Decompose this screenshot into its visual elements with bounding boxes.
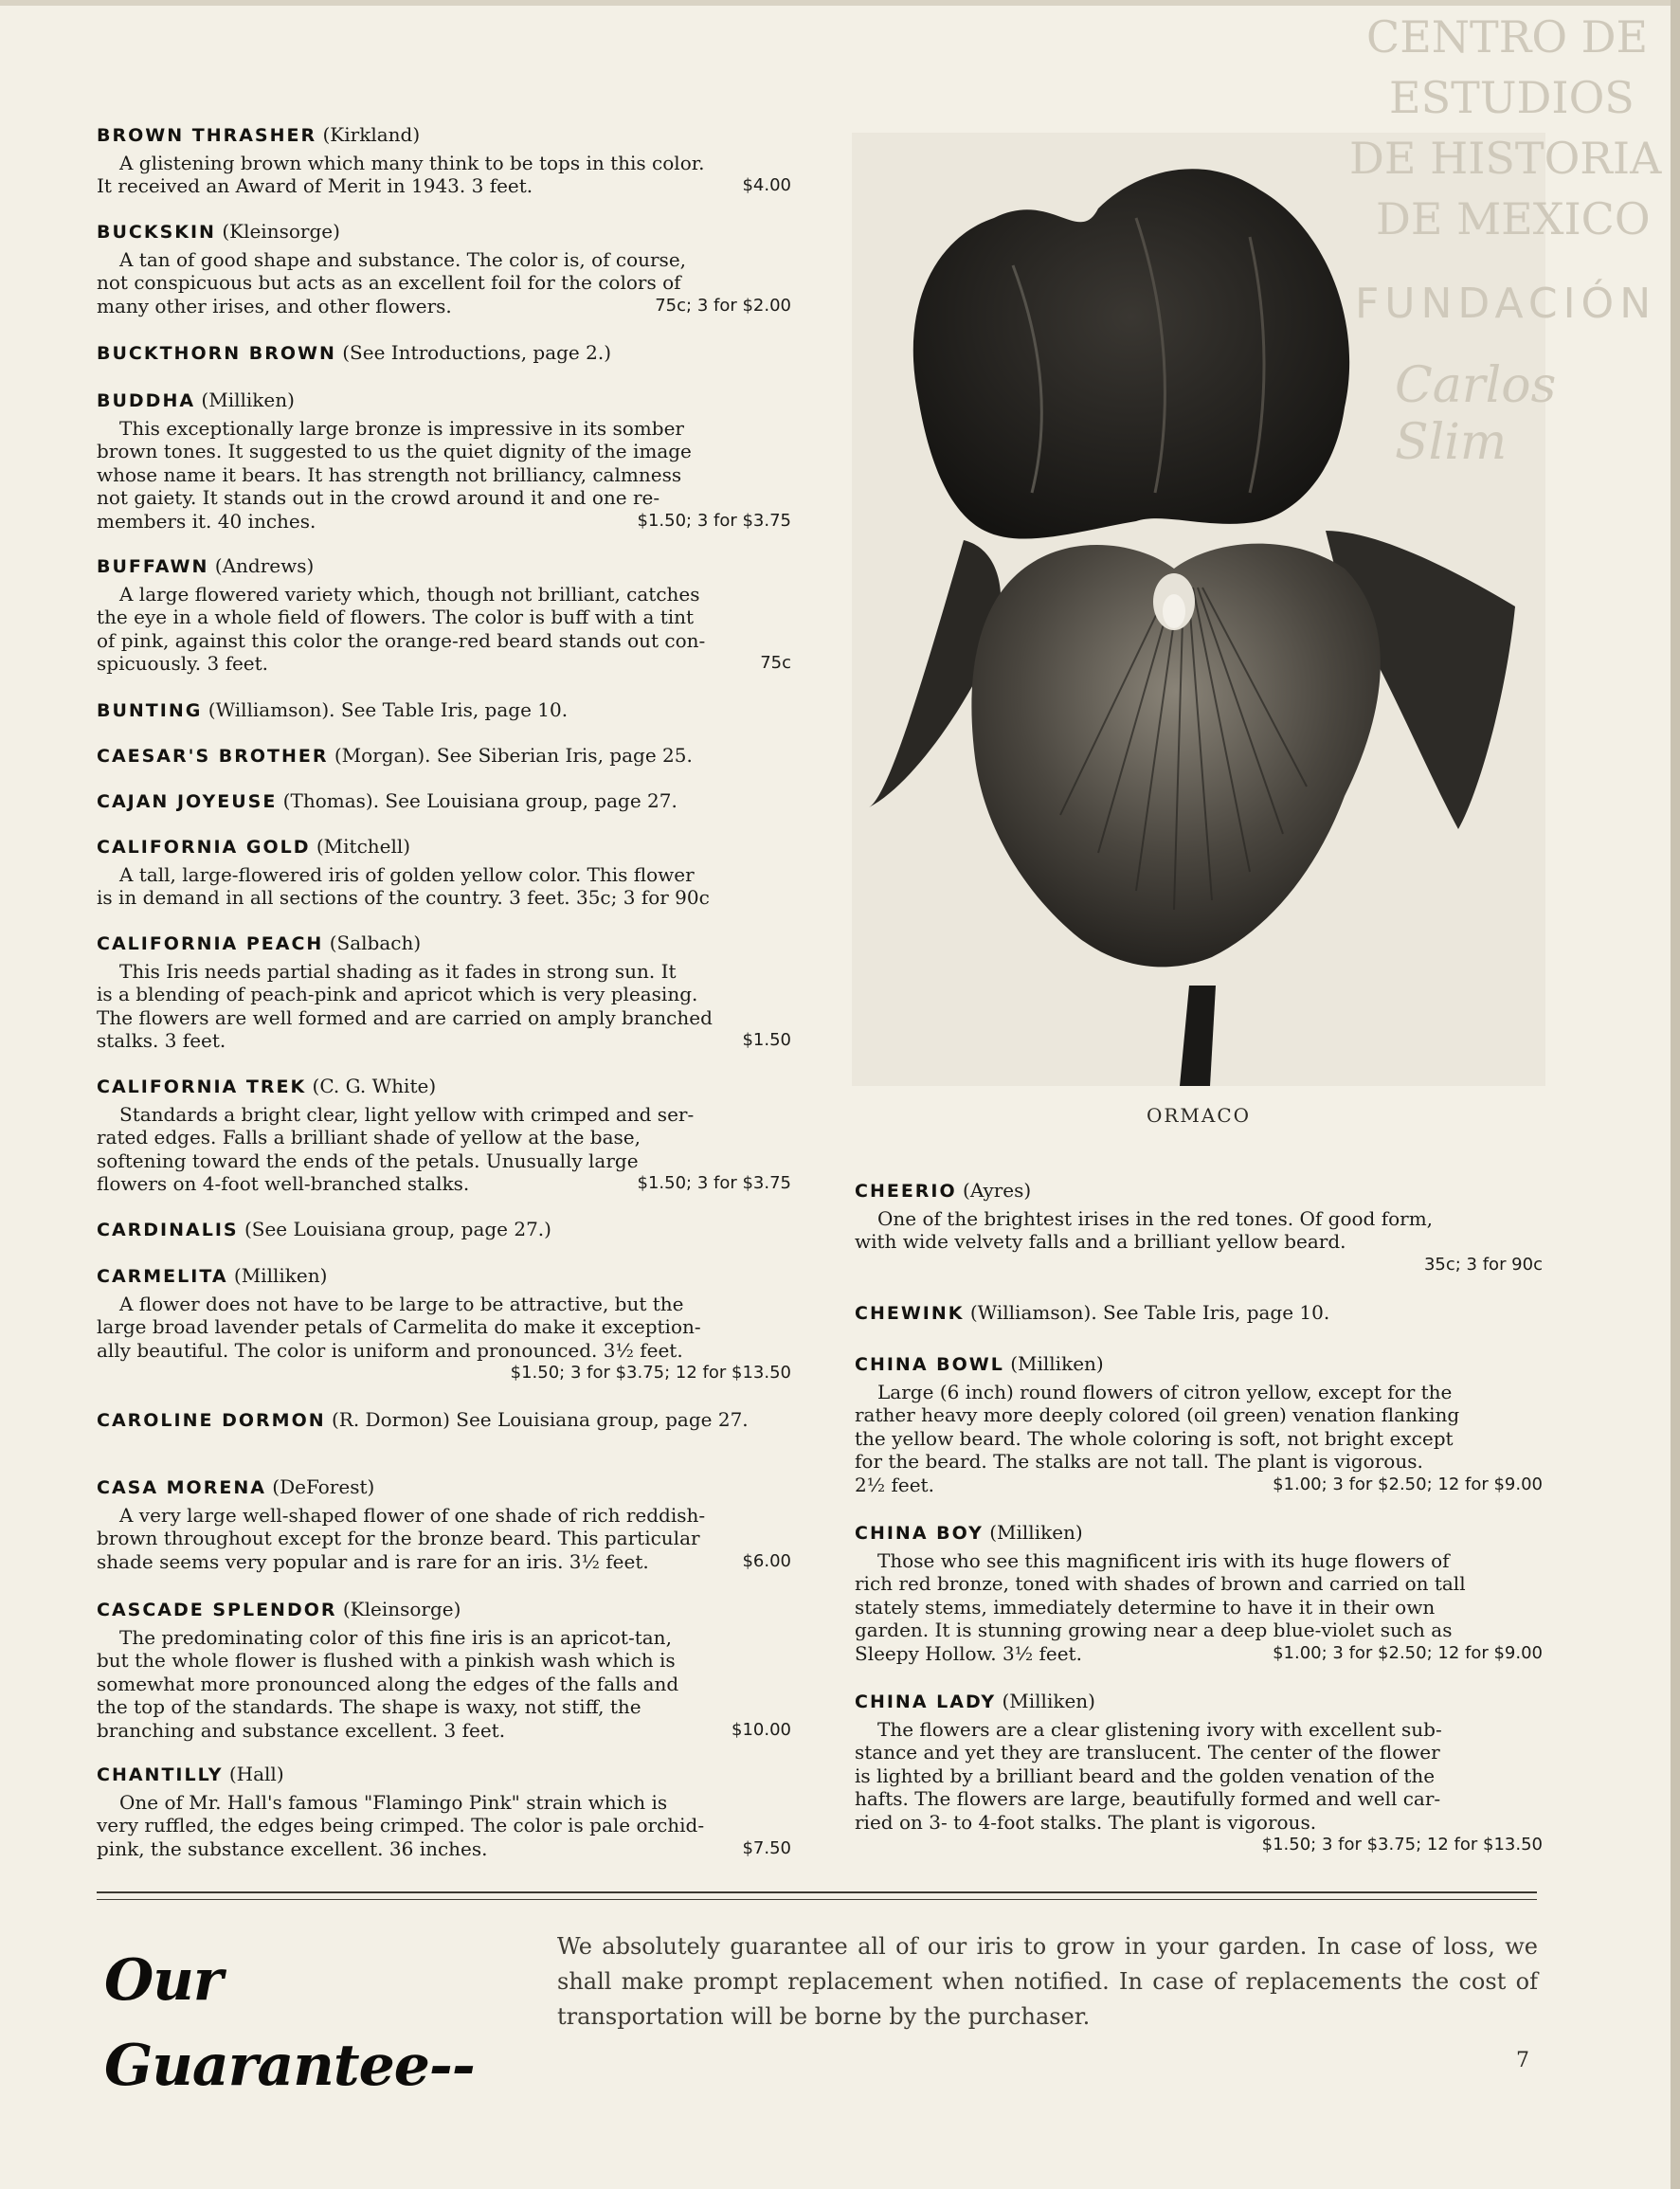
entry-line: flowers on 4-foot well-branched stalks. [97,1172,470,1195]
entry-line: members it. 40 inches. [97,509,316,533]
watermark-line: FUNDACIÓN [1355,280,1657,328]
archive-watermark [1338,5,1680,471]
watermark-line: CENTRO DE [1366,11,1649,63]
entry-line: garden. It is stunning growing near a deep blue-violet such as [855,1619,1453,1641]
catalog-entry [855,1690,1543,1857]
photo-caption: ORMACO [1146,1104,1252,1127]
entry-line: rather heavy more deeply colored (oil green) venation flanking [855,1403,1460,1426]
breeder: (R. Dormon) See Louisiana group, page 27. [331,1408,749,1431]
entry-line: for the beard. The stalks are not tall. The plant is vigorous. [855,1450,1423,1473]
price: $1.50 [742,1030,791,1050]
price: $1.50; 3 for $3.75; 12 for $13.50 [510,1363,791,1383]
entry-line: whose name it bears. It has strength not brilliancy, calmness [97,462,682,486]
divider-rule [97,1899,1537,1900]
catalog-entry [97,1408,791,1437]
price: $4.00 [742,175,791,195]
entry-line: rated edges. Falls a brilliant shade of yellow at the base, [97,1126,641,1149]
breeder: (DeForest) [272,1475,375,1498]
breeder: (Williamson). See Table Iris, page 10. [208,698,569,721]
entry-line: 2½ feet. [855,1473,934,1496]
catalog-entry [97,1264,791,1385]
watermark-signature: Carlos Slim [1395,357,1557,471]
guarantee-text: We absolutely guarantee all of our iris to grow in your garden. In case of loss, we shall make prompt replacement when notified. In case of replacements the cost of transportation will be borne by the purchaser. [557,1933,1538,2030]
variety-name: CHEERIO [855,1181,957,1202]
entry-line: stance and yet they are translucent. The center of the flower [855,1741,1440,1764]
breeder: (Thomas). See Louisiana group, page 27. [282,789,677,812]
entry-line: of pink, against this color the orange-red beard stands out con- [97,628,706,652]
watermark-line: DE MEXICO [1376,193,1651,244]
breeder: (Milliken) [201,389,295,411]
breeder: (Kirkland) [322,123,421,146]
entry-line: stalks. 3 feet. [97,1029,226,1052]
price: $1.00; 3 for $2.50; 12 for $9.00 [1273,1642,1543,1663]
entry-line: is lighted by a brilliant beard and the golden venation of the [855,1764,1436,1787]
entry-line: A tall, large-flowered iris of golden yellow color. This flower [119,862,695,886]
breeder: (C. G. White) [312,1075,437,1097]
entry-line: with wide velvety falls and a brilliant yellow beard. [855,1230,1346,1253]
variety-name: CAJAN JOYEUSE [97,791,278,812]
catalog-entry [97,835,791,910]
entry-line: the yellow beard. The whole coloring is soft, not bright except [855,1426,1454,1450]
price: $1.50; 3 for $3.75 [637,1173,791,1193]
entry-line: brown throughout except for the bronze beard. This particular [97,1527,700,1549]
catalog-entry [855,1301,1543,1330]
variety-name: CASCADE SPLENDOR [97,1600,337,1620]
divider-rule [97,1891,1537,1893]
variety-name: CALIFORNIA GOLD [97,837,311,858]
catalog-entry [97,744,791,772]
entry-line: Sleepy Hollow. 3½ feet. [855,1641,1082,1665]
breeder: (Mitchell) [316,835,411,858]
entry-line: A large flowered variety which, though not brilliant, catches [119,582,700,606]
variety-name: CHEWINK [855,1303,965,1324]
catalog-entry [97,932,791,1053]
entry-line: brown tones. It suggested to us the quiet dignity of the image [97,440,692,462]
catalog-entry [97,789,791,818]
variety-name: BROWN THRASHER [97,125,317,146]
entry-line: many other irises, and other flowers. [97,294,452,317]
catalog-entry [97,698,791,727]
entry-line: is in demand in all sections of the country. 3 feet. 35c; 3 for 90c [97,886,710,909]
entry-line: This Iris needs partial shading as it fades in strong sun. It [119,959,677,983]
entry-line: The predominating color of this fine iris is an apricot-tan, [119,1625,672,1649]
entry-line: very ruffled, the edges being crimped. The color is pale orchid- [97,1814,705,1836]
breeder: (Williamson). See Table Iris, page 10. [969,1301,1330,1324]
page-number: 7 [1516,2049,1529,2072]
entry-line: The flowers are a clear glistening ivory with excellent sub- [877,1717,1442,1741]
entry-line: This exceptionally large bronze is impressive in its somber [119,416,684,440]
variety-name: CARMELITA [97,1266,228,1287]
entry-line: but the whole flower is flushed with a pinkish wash which is [97,1649,676,1672]
entry-line: not conspicuous but acts as an excellent foil for the colors of [97,271,681,294]
variety-name: CASA MORENA [97,1477,266,1498]
entry-line: A tan of good shape and substance. The color is, of course, [119,247,687,271]
variety-name: BUCKTHORN BROWN [97,343,336,364]
entry-line: A very large well-shaped flower of one shade of rich reddish- [119,1503,706,1527]
entry-line: Those who see this magnificent iris with its huge flowers of [877,1548,1450,1572]
entry-line: branching and substance excellent. 3 feet. [97,1718,506,1742]
variety-name: BUCKSKIN [97,222,216,243]
entry-line: One of Mr. Hall's famous "Flamingo Pink" strain which is [119,1790,668,1814]
catalog-entry [97,341,791,370]
variety-name: CHANTILLY [97,1764,224,1785]
breeder: (Milliken) [1010,1352,1104,1375]
entry-line: Standards a bright clear, light yellow with crimped and ser- [119,1102,695,1126]
catalog-entry [855,1521,1543,1665]
entry-line: spicuously. 3 feet. [97,652,269,675]
catalog-entry [97,554,791,676]
entry-line: shade seems very popular and is rare for an iris. 3½ feet. [97,1549,649,1573]
breeder: (Kleinsorge) [342,1598,461,1620]
entry-line: somewhat more pronounced along the edges of the falls and [97,1672,679,1695]
watermark-line: ESTUDIOS [1389,72,1635,123]
catalog-entry [97,123,791,198]
entry-line: not gaiety. It stands out in the crowd around it and one re- [97,486,660,509]
entry-line: A flower does not have to be large to be attractive, but the [119,1292,684,1315]
variety-name: CALIFORNIA TREK [97,1076,307,1097]
breeder: (Milliken) [233,1264,328,1287]
price: $7.50 [742,1837,791,1858]
entry-line: Large (6 inch) round flowers of citron yellow, except for the [877,1380,1453,1403]
breeder: (Andrews) [214,554,315,577]
entry-line: hafts. The flowers are large, beautifully formed and well car- [855,1787,1441,1810]
variety-name: BUFFAWN [97,556,209,577]
entry-line: ried on 3- to 4-foot stalks. The plant is vigorous. [855,1810,1317,1834]
entry-line: softening toward the ends of the petals. Unusually large [97,1149,639,1172]
entry-line: The flowers are well formed and are carried on amply branched [97,1005,713,1029]
price: 75c [760,653,791,673]
entry-line: large broad lavender petals of Carmelita do make it exception- [97,1315,701,1338]
price: $6.00 [742,1550,791,1571]
variety-name: CARDINALIS [97,1220,239,1240]
breeder: (Salbach) [329,932,422,954]
variety-name: CHINA BOY [855,1523,984,1544]
variety-name: CHINA BOWL [855,1354,1004,1375]
guarantee-title: Our Guarantee-- [104,1947,475,2099]
price: $1.00; 3 for $2.50; 12 for $9.00 [1273,1474,1543,1494]
watermark-line: DE HISTORIA [1349,133,1662,184]
price: $10.00 [732,1719,791,1740]
entry-line: ally beautiful. The color is uniform and pronounced. 3½ feet. [97,1338,683,1362]
entry-line: stately stems, immediately determine to have it in their own [855,1595,1436,1619]
price: $1.50; 3 for $3.75; 12 for $13.50 [1261,1835,1543,1854]
catalog-entry [97,1218,791,1246]
variety-name: CALIFORNIA PEACH [97,933,324,954]
entry-line: One of the brightest irises in the red tones. Of good form, [877,1206,1434,1230]
catalog-entry [97,220,791,317]
breeder: (See Louisiana group, page 27.) [244,1218,551,1240]
catalog-entry [855,1179,1543,1276]
entry-line: the eye in a whole field of flowers. The color is buff with a tint [97,606,695,628]
catalog-entry [97,1475,791,1573]
price: $1.50; 3 for $3.75 [637,510,791,531]
breeder: (Ayres) [963,1179,1032,1202]
breeder: (Milliken) [1002,1690,1095,1712]
catalog-entry [97,1598,791,1742]
variety-name: CAROLINE DORMON [97,1410,326,1431]
breeder: (See Introductions, page 2.) [342,341,612,364]
catalog-entry [97,389,791,533]
variety-name: CHINA LADY [855,1692,997,1712]
entry-line: the top of the standards. The shape is waxy, not stiff, the [97,1695,641,1718]
entry-line: pink, the substance excellent. 36 inches. [97,1836,488,1860]
breeder: (Milliken) [989,1521,1083,1544]
catalog-entry [97,1075,791,1196]
variety-name: BUNTING [97,700,203,721]
entry-line: rich red bronze, toned with shades of brown and carried on tall [855,1572,1466,1595]
breeder: (Hall) [228,1763,284,1785]
entry-line: It received an Award of Merit in 1943. 3 feet. [97,174,533,197]
entry-line: A glistening brown which many think to be tops in this color. [119,151,705,174]
breeder: (Kleinsorge) [222,220,340,243]
catalog-entry [855,1352,1543,1496]
price: 75c; 3 for $2.00 [655,295,791,316]
breeder: (Morgan). See Siberian Iris, page 25. [334,744,693,767]
variety-name: CAESAR'S BROTHER [97,746,329,767]
entry-line: is a blending of peach-pink and apricot which is very pleasing. [97,983,698,1005]
catalog-entry [97,1763,791,1860]
price: 35c; 3 for 90c [1423,1254,1543,1275]
variety-name: BUDDHA [97,390,196,411]
